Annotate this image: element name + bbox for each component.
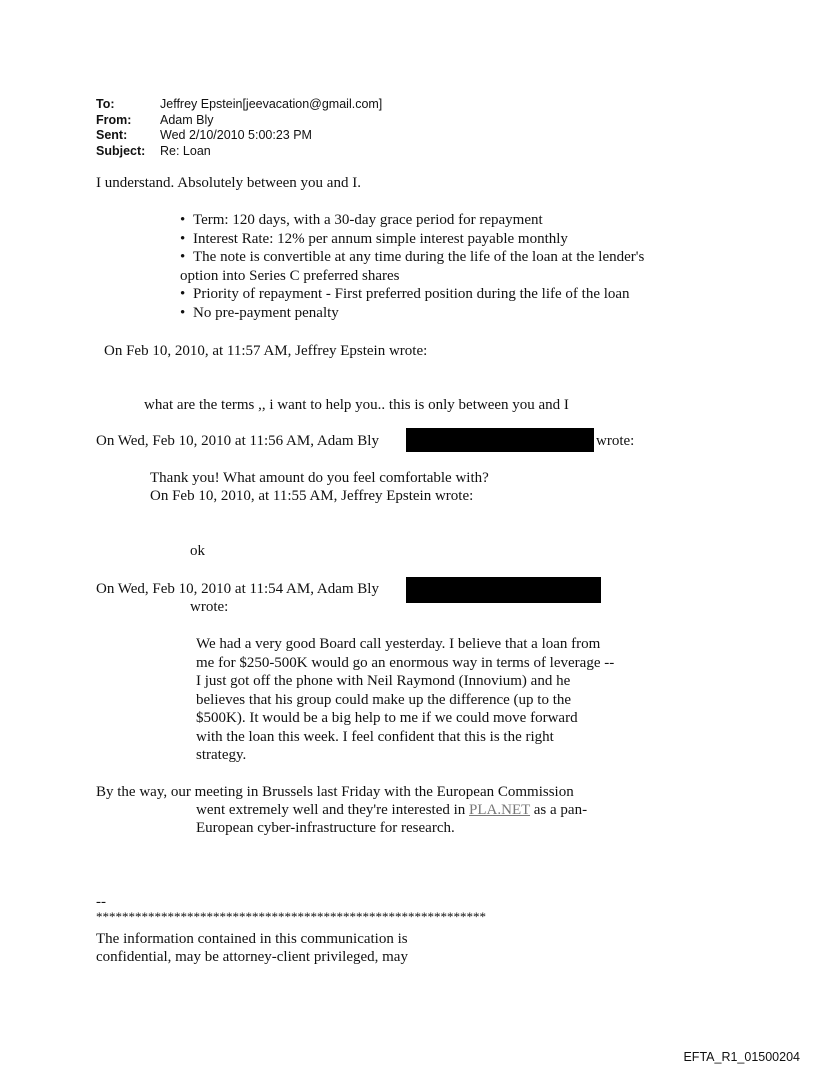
- btw-line2-pre: went extremely well and they're interested in: [196, 802, 466, 818]
- from-value: Adam Bly: [160, 112, 214, 127]
- quote2-line1: Thank you! What amount do you feel comfortable with?: [150, 470, 489, 486]
- quote4-header-pre: On Wed, Feb 10, 2010 at 11:54 AM, Adam Bly: [96, 581, 379, 597]
- document-id: EFTA_R1_01500204: [683, 1050, 800, 1064]
- btw-line2: [196, 801, 587, 820]
- btw-line3: European cyber-infrastructure for research.: [196, 820, 455, 836]
- sent-value: Wed 2/10/2010 5:00:23 PM: [160, 128, 312, 142]
- bullet-text: Term: 120 days, with a 30-day grace period for repayment: [193, 212, 543, 228]
- list-item: [180, 304, 680, 323]
- subject-row: [96, 144, 382, 160]
- from-row: [96, 113, 382, 129]
- quote2-line2: On Feb 10, 2010, at 11:55 AM, Jeffrey Epstein wrote:: [150, 488, 474, 504]
- bullet-glyph: •: [180, 230, 186, 247]
- quote1-text: what are the terms ,, i want to help you.. this is only between you and I: [144, 397, 569, 413]
- subject-value: Re: Loan: [160, 143, 211, 158]
- bullet-glyph: •: [180, 249, 186, 265]
- redaction-box: [406, 577, 601, 603]
- list-item: [180, 248, 680, 267]
- to-row: [96, 97, 382, 113]
- bullet-text: Priority of repayment - First preferred position during the life of the loan: [193, 286, 630, 302]
- quote4-line: believes that his group could make up the difference (up to the: [196, 691, 572, 708]
- signature-stars: ************************************************************: [96, 909, 486, 924]
- btw-line2-post: as a pan-: [533, 802, 588, 818]
- bullet-glyph: •: [180, 304, 186, 321]
- quote2-header-pre: On Wed, Feb 10, 2010 at 11:56 AM, Adam Bly: [96, 433, 379, 449]
- disclaimer-line2: confidential, may be attorney-client privileged, may: [96, 949, 408, 965]
- redaction-box: [406, 428, 594, 452]
- quote4-line: $500K). It would be a big help to me if we could move forward: [196, 710, 578, 726]
- list-item: [180, 285, 680, 304]
- quote1-header: On Feb 10, 2010, at 11:57 AM, Jeffrey Epstein wrote:: [104, 343, 428, 359]
- bullet-continuation: option into Series C preferred shares: [180, 267, 400, 284]
- quote4-line: with the loan this week. I feel confident that this is the right: [196, 728, 554, 745]
- quote4-line: We had a very good Board call yesterday. I believe that a loan from: [196, 636, 601, 652]
- bullet-glyph: •: [180, 212, 186, 228]
- from-label: From:: [96, 112, 132, 127]
- to-label: To:: [96, 97, 115, 111]
- quote4-header-post: wrote:: [190, 599, 229, 615]
- terms-list: [180, 211, 680, 322]
- bullet-text: Interest Rate: 12% per annum simple interest payable monthly: [193, 230, 568, 247]
- list-item: [180, 211, 680, 230]
- quote4-line: I just got off the phone with Neil Raymond (Innovium) and he: [196, 673, 571, 689]
- disclaimer-line1: The information contained in this communication is: [96, 931, 408, 947]
- sent-label: Sent:: [96, 128, 128, 142]
- subject-label: Subject:: [96, 143, 146, 158]
- list-item: [180, 230, 680, 249]
- bullet-glyph: •: [180, 286, 186, 302]
- to-value: Jeffrey Epstein[jeevacation@gmail.com]: [160, 97, 383, 111]
- pla-net-link[interactable]: PLA.NET: [469, 802, 531, 818]
- sent-row: [96, 128, 382, 144]
- signature-dashes: --: [96, 894, 106, 910]
- quote3-text: ok: [190, 543, 205, 559]
- btw-line1: By the way, our meeting in Brussels last Friday with the European Commission: [96, 784, 574, 800]
- quote4-body: [196, 635, 614, 765]
- email-header: [96, 97, 382, 159]
- quote4-line: me for $250-500K would go an enormous way in terms of leverage --: [196, 654, 615, 671]
- opening-line: I understand. Absolutely between you and I.: [96, 175, 361, 191]
- quote4-line: strategy.: [196, 747, 247, 763]
- bullet-text: The note is convertible at any time during the life of the loan at the lender's: [193, 249, 645, 265]
- bullet-text: No pre-payment penalty: [193, 304, 339, 321]
- quote2-header-post: wrote:: [596, 433, 635, 449]
